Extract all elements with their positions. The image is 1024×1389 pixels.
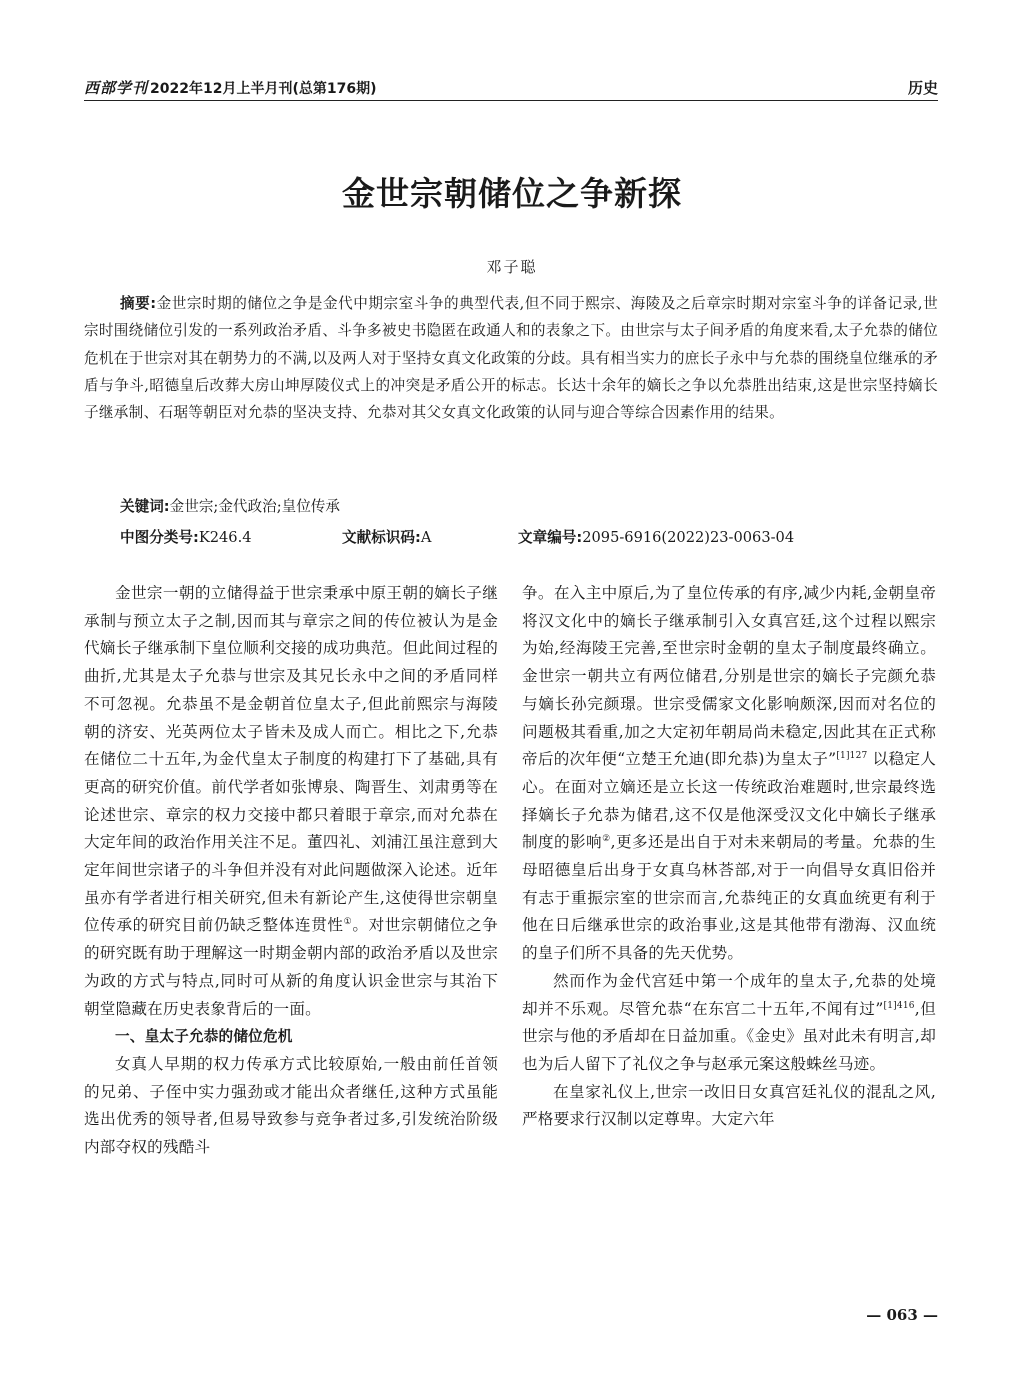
article-value: 2095-6916(2022)23-0063-04 xyxy=(582,529,795,546)
article-author: 邓子聪 xyxy=(486,258,538,276)
doc-value: A xyxy=(420,529,432,546)
paragraph-text: ,更多还是出自于对未来朝局的考量。允恭的生母昭德皇后出身于女真乌林荅部,对于一向倡导女真旧俗并有志于重振宗室的世宗而言,允恭纯正的女真血统更有利于他在日后继承世宗的政治事业,这是其他带有渤海、汉血统的皇子们所不具备的先天优势。 xyxy=(522,833,936,963)
paragraph-text: 然而作为金代宫廷中第一个成年的皇太子,允恭的处境却并不乐观。尽管允恭“在东宫二十五年,不闻有过” xyxy=(522,971,936,1018)
issue-info: 2022年12月上半月刊(总第176期) xyxy=(150,81,377,97)
footnote-marker: ② xyxy=(602,834,611,845)
body-paragraph xyxy=(522,580,936,968)
running-header xyxy=(84,74,938,98)
body-column-right xyxy=(522,580,936,1134)
paragraph-text: 金世宗一朝的立储得益于世宗秉承中原王朝的嫡长子继承制与预立太子之制,因而其与章宗之间的传位被认为是金代嫡长子继承制下皇位顺利交接的成功典范。但此间过程的曲折,尤其是太子允恭与世宗及其兄长永中之间的矛盾同样不可忽视。允恭虽不是金朝首位皇太子,但此前熙宗与海陵朝的济安、光英两位太子皆未及成人而亡。相比之下,允恭在储位二十五年,为金代皇太子制度的构建打下了基础,具有更高的研究价值。前代学者如张博泉、陶晋生、刘肃勇等在论述世宗、章宗的权力交接中都只着眼于章宗,而对允恭在大定年间的政治作用关注不足。董四礼、刘浦江虽注意到大定年间世宗诸子的斗争但并没有对此问题做深入论述。近年虽亦有学者进行相关研究,但未有新论产生,这使得世宗朝皇位传承的研究目前仍缺乏整体连贯性 xyxy=(84,584,498,935)
citation-marker: [1]416 xyxy=(883,1000,915,1011)
document-code xyxy=(342,526,431,547)
body-paragraph xyxy=(84,580,498,1023)
body-column-left xyxy=(84,580,498,1162)
doc-label: 文献标识码: xyxy=(342,529,421,546)
footnote-marker: ① xyxy=(343,917,353,928)
keywords-label: 关键词: xyxy=(120,498,170,515)
paragraph-text: 争。在入主中原后,为了皇位传承的有序,减少内耗,金朝皇帝将汉文化中的嫡长子继承制引入女真宫廷,这个过程以熙宗为始,经海陵王完善,至世宗时金朝的皇太子制度最终确立。金世宗一朝共立有两位储君,分别是世宗的嫡长子完颜允恭与嫡长孙完颜璟。世宗受儒家文化影响颇深,因而对名位的问题极其看重,加之大定初年朝局尚未稳定,因此其在正式称帝后的次年便“立楚王允迪(即允恭)为皇太子” xyxy=(522,584,936,769)
abstract-label: 摘要: xyxy=(120,295,157,312)
abstract xyxy=(84,290,938,426)
paragraph-text: 。对世宗朝储位之争的研究既有助于理解这一时期金朝内部的政治矛盾以及世宗为政的方式与特点,同时可从新的角度认识金世宗与其治下朝堂隐藏在历史表象背后的一面。 xyxy=(84,916,498,1018)
paragraph-text: ,但世宗与他的矛盾却在日益加重。《金史》虽对此未有明言,却也为后人留下了礼仪之争与赵承元案这般蛛丝马迹。 xyxy=(522,999,937,1073)
citation-marker: [1]127 xyxy=(836,751,868,762)
header-divider xyxy=(84,100,938,101)
article-number xyxy=(518,526,794,547)
clc-number xyxy=(120,526,252,547)
body-paragraph: 女真人早期的权力传承方式比较原始,一般由前任首领的兄弟、子侄中实力强劲或才能出众者继任,这种方式虽能选出优秀的领导者,但易导致参与竞争者过多,引发统治阶级内部夺权的残酷斗 xyxy=(84,1054,498,1157)
article-title: 金世宗朝储位之争新探 xyxy=(342,174,682,213)
clc-label: 中图分类号: xyxy=(120,529,199,546)
article-label: 文章编号: xyxy=(518,529,583,546)
journal-logo: 西部学刊 xyxy=(84,79,149,97)
section-heading: 一、皇太子允恭的储位危机 xyxy=(115,1028,293,1046)
body-paragraph: 在皇家礼仪上,世宗一改旧日女真宫廷礼仪的混乱之风,严格要求行汉制以定尊卑。大定六年 xyxy=(522,1082,936,1129)
section-label: 历史 xyxy=(907,79,938,97)
paragraph-text: 以稳定人心。在面对立嫡还是立长这一传统政治难题时,世宗最终选择嫡长子允恭为储君,这不仅是他深受汉文化中嫡长子继承制度的影响 xyxy=(522,750,936,852)
page-number: — 063 — xyxy=(866,1306,938,1324)
body-paragraph xyxy=(522,968,936,1079)
keywords-text: 金世宗;金代政治;皇位传承 xyxy=(169,498,340,515)
clc-value: K246.4 xyxy=(198,529,252,546)
abstract-text: 金世宗时期的储位之争是金代中期宗室斗争的典型代表,但不同于熙宗、海陵及之后章宗时期对宗室斗争的详备记录,世宗时围绕储位引发的一系列政治矛盾、斗争多被史书隐匿在政通人和的表象之下。由世宗与太子间矛盾的角度来看,太子允恭的储位危机在于世宗对其在朝势力的不满,以及两人对于坚持女真文化政策的分歧。具有相当实力的庶长子永中与允恭的围绕皇位继承的矛盾与争斗,昭德皇后改葬大房山坤厚陵仪式上的冲突是矛盾公开的标志。长达十余年的嫡长之争以允恭胜出结束,这是世宗坚持嫡长子继承制、石琚等朝臣对允恭的坚决支持、允恭对其父女真文化政策的认同与迎合等综合因素作用的结果。 xyxy=(84,295,938,422)
keywords xyxy=(120,495,340,516)
journal-info xyxy=(84,77,376,98)
